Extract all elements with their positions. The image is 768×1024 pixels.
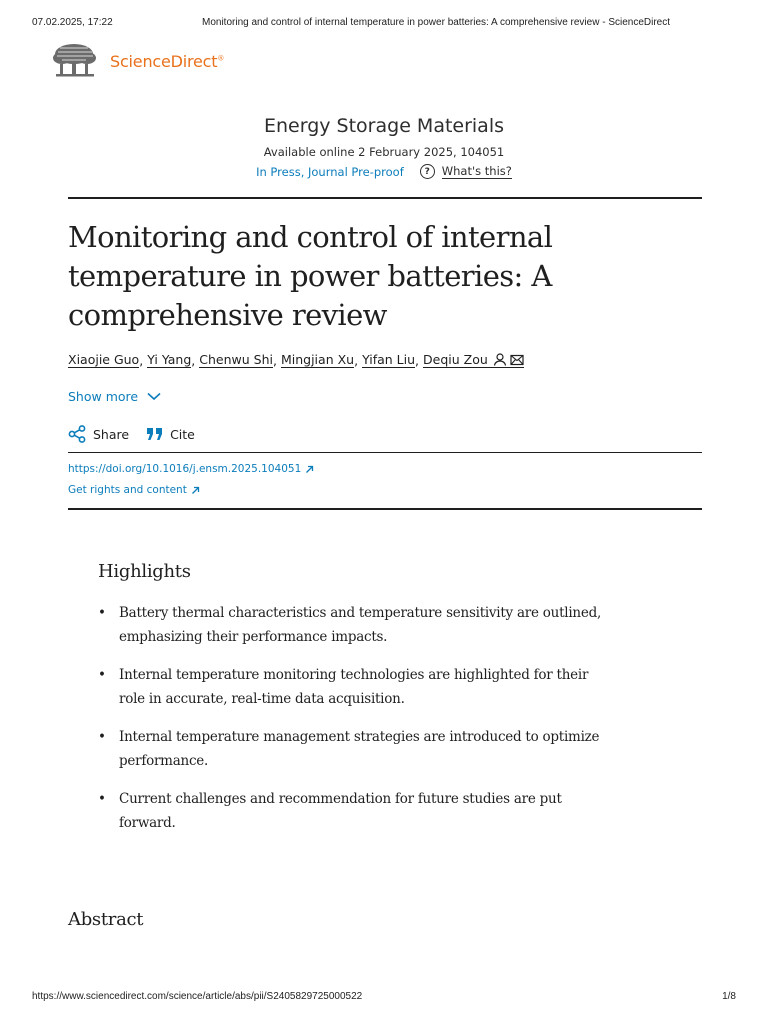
journal-name[interactable]: Energy Storage Materials bbox=[263, 115, 505, 137]
show-more-label: Show more bbox=[68, 389, 139, 404]
rights-link[interactable] bbox=[68, 484, 200, 496]
author-link[interactable]: Yi Yang bbox=[147, 352, 192, 367]
divider bbox=[68, 508, 702, 510]
question-circle-icon: ? bbox=[420, 164, 435, 179]
divider bbox=[68, 197, 702, 199]
print-page-title: Monitoring and control of internal temperature in power batteries: A comprehensive review - ScienceDirect bbox=[202, 17, 671, 28]
article-actions bbox=[68, 425, 212, 443]
external-link-icon bbox=[191, 486, 200, 495]
elsevier-tree-icon bbox=[52, 42, 98, 80]
external-link-icon bbox=[305, 465, 314, 474]
article-title: Monitoring and control of internal temperature in power batteries: A comprehensive review bbox=[68, 220, 553, 332]
whats-this-link[interactable]: What's this? bbox=[441, 163, 512, 178]
availability-line: Available online 2 February 2025, 104051 bbox=[263, 145, 505, 159]
show-more-button[interactable] bbox=[68, 389, 161, 404]
highlight-item: • Battery thermal characteristics and temperature sensitivity are outlined, emphasizing their performance impacts. bbox=[98, 605, 602, 645]
highlight-item: • Internal temperature management strategies are introduced to optimize performance. bbox=[98, 729, 600, 769]
article-status bbox=[0, 164, 768, 179]
highlight-item: • Internal temperature monitoring technologies are highlighted for their role in accurate, real-time data acquisition. bbox=[98, 667, 589, 707]
sciencedirect-wordmark: ScienceDirect® bbox=[110, 51, 225, 71]
highlights-heading: Highlights bbox=[98, 561, 191, 582]
author-link[interactable]: Mingjian Xu bbox=[280, 352, 355, 367]
cite-label: Cite bbox=[170, 426, 195, 442]
print-page-number: 1/8 bbox=[722, 991, 736, 1002]
author-list: Xiaojie Guo , Yi Yang , Chenwu Shi , Mingjian Xu , Yifan Liu , Deqiu Zou bbox=[68, 352, 524, 368]
share-label: Share bbox=[93, 426, 130, 442]
quote-icon bbox=[146, 427, 163, 441]
abstract-heading: Abstract bbox=[68, 909, 144, 930]
doi-link[interactable] bbox=[68, 463, 314, 475]
author-link[interactable]: Yifan Liu bbox=[362, 352, 416, 367]
author-link[interactable]: Chenwu Shi bbox=[199, 352, 273, 367]
author-link[interactable]: Xiaojie Guo bbox=[68, 352, 140, 367]
share-button[interactable] bbox=[68, 425, 129, 443]
print-datetime: 07.02.2025, 17:22 bbox=[32, 17, 113, 28]
chevron-down-icon bbox=[147, 392, 161, 401]
in-press-link[interactable]: In Press, Journal Pre-proof bbox=[256, 164, 404, 179]
sciencedirect-logo[interactable] bbox=[52, 41, 224, 81]
rights-text: Get rights and content bbox=[68, 484, 187, 496]
divider bbox=[68, 452, 702, 453]
highlights-list bbox=[98, 602, 618, 850]
highlight-item: • Current challenges and recommendation for future studies are put forward. bbox=[98, 791, 562, 831]
author-name: Deqiu Zou bbox=[423, 352, 488, 367]
doi-text: https://doi.org/10.1016/j.ensm.2025.104051 bbox=[68, 463, 302, 475]
author-link[interactable] bbox=[423, 352, 524, 368]
person-icon bbox=[493, 353, 507, 366]
cite-button[interactable] bbox=[146, 427, 195, 442]
share-icon bbox=[68, 425, 86, 443]
print-header bbox=[32, 17, 736, 31]
envelope-icon bbox=[510, 353, 524, 366]
print-footer bbox=[32, 991, 736, 1005]
print-url: https://www.sciencedirect.com/science/article/abs/pii/S2405829725000522 bbox=[32, 991, 363, 1002]
